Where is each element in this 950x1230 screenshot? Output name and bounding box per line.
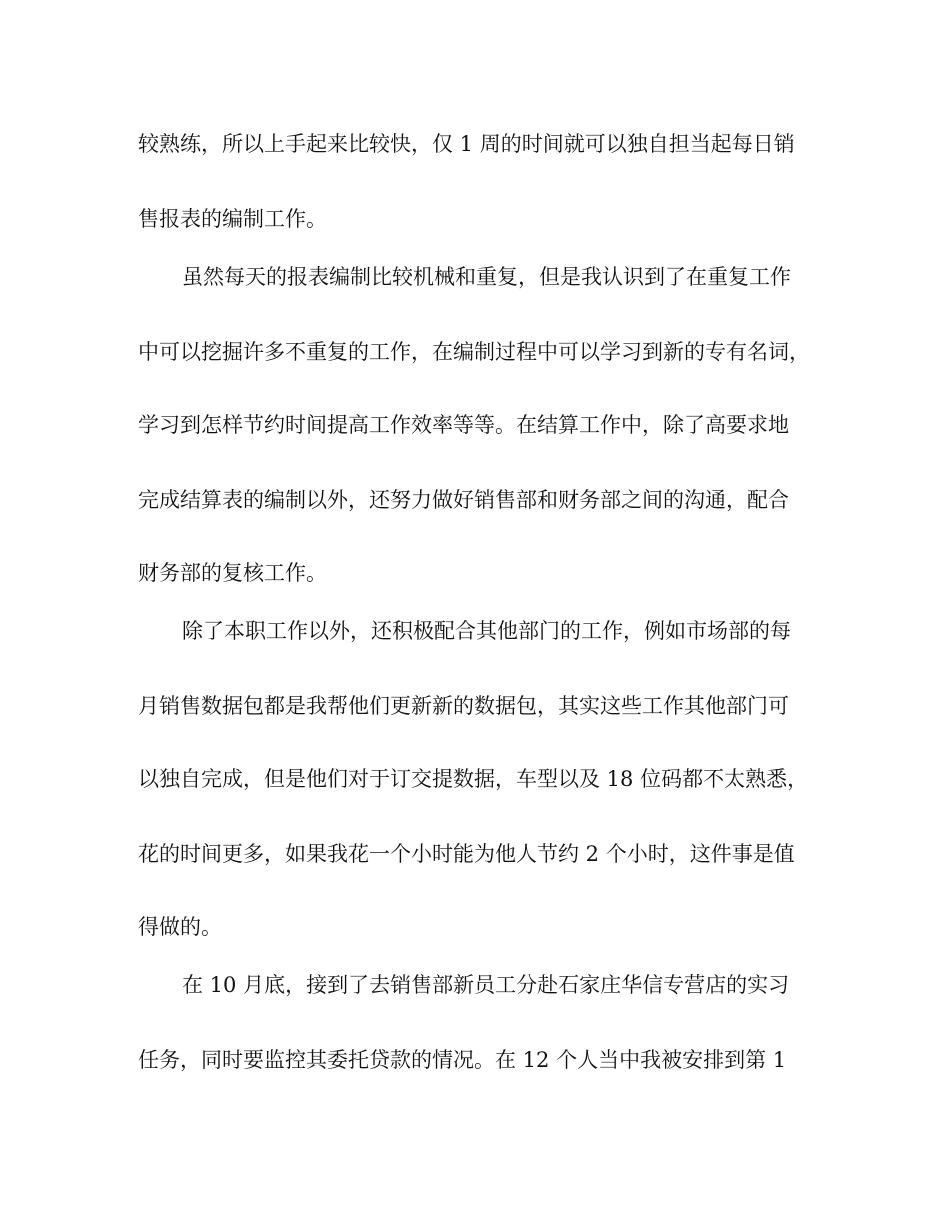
paragraph-line: 月销售数据包都是我帮他们更新新的数据包，其实这些工作其他部门可 xyxy=(138,694,789,718)
paragraph-line: 以独自完成，但是他们对于订交提数据，车型以及 18 位码都不太熟悉， xyxy=(138,767,809,791)
paragraph-line: 得做的。 xyxy=(138,915,222,939)
paragraph-first-line: 除了本职工作以外，还积极配合其他部门的工作，例如市场部的每 xyxy=(182,619,791,643)
paragraph-line: 完成结算表的编制以外，还努力做好销售部和财务部之间的沟通，配合 xyxy=(138,488,789,512)
paragraph-line: 财务部的复核工作。 xyxy=(138,561,327,585)
paragraph-line: 较熟练，所以上手起来比较快，仅 1 周的时间就可以独自担当起每日销 xyxy=(138,132,795,156)
paragraph-first-line: 虽然每天的报表编制比较机械和重复，但是我认识到了在重复工作 xyxy=(182,265,791,289)
paragraph-first-line: 在 10 月底，接到了去销售部新员工分赴石家庄华信专营店的实习 xyxy=(182,973,790,997)
paragraph-line: 售报表的编制工作。 xyxy=(138,207,327,231)
paragraph-line: 任务，同时要监控其委托贷款的情况。在 12 个人当中我被安排到第 1 xyxy=(138,1048,787,1072)
paragraph-line: 花的时间更多，如果我花一个小时能为他人节约 2 个小时，这件事是值 xyxy=(138,842,795,866)
paragraph-line: 学习到怎样节约时间提高工作效率等等。在结算工作中，除了高要求地 xyxy=(138,413,789,437)
paragraph-line: 中可以挖掘许多不重复的工作，在编制过程中可以学习到新的专有名词， xyxy=(138,340,810,364)
